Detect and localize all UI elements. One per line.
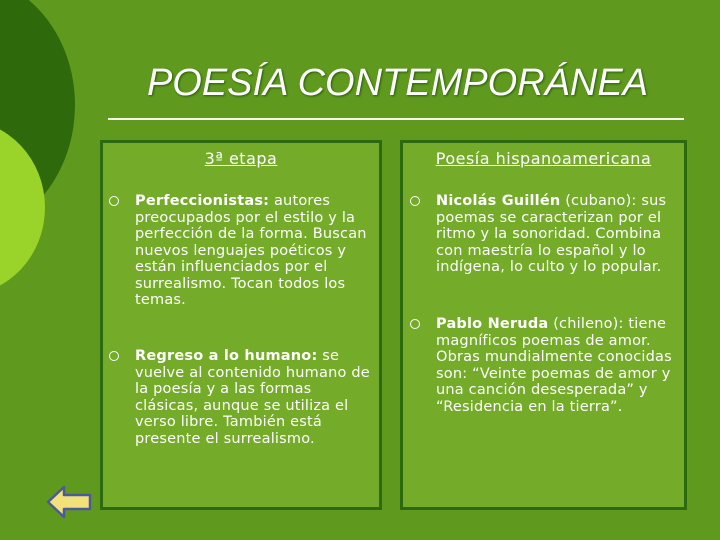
- bullet-icon: [410, 196, 420, 206]
- item-term: Nicolás Guillén: [436, 193, 561, 209]
- title-divider: [108, 118, 684, 120]
- bullet-icon: [109, 351, 119, 361]
- list-item: [436, 316, 680, 415]
- list-item: [135, 348, 379, 447]
- right-column-heading: Poesía hispanoamericana: [435, 149, 652, 168]
- item-term: Perfeccionistas:: [135, 193, 270, 209]
- bullet-icon: [410, 319, 420, 329]
- item-text: autores preocupados por el estilo y la perfección de la forma. Buscan nuevos lenguajes poéticos y están influenciados por el surrealismo. Tocan todos los temas.: [135, 193, 367, 308]
- list-item: [436, 193, 676, 276]
- slide-title: POESÍA CONTEMPORÁNEA: [146, 62, 649, 104]
- bullet-icon: [109, 196, 119, 206]
- item-term: Regreso a lo humano:: [135, 348, 318, 364]
- left-column-panel: [100, 140, 382, 510]
- item-text: (cubano): sus poemas se caracterizan por el ritmo y la sonoridad. Combina con maestría lo español y lo indígena, lo culto y lo popular.: [436, 193, 667, 275]
- item-term: Pablo Neruda: [436, 316, 549, 332]
- list-item: [135, 193, 375, 309]
- item-text: se vuelve al contenido humano de la poesía y a las formas clásicas, aunque se utiliza el verso libre. También está presente el surrealismo.: [135, 348, 370, 447]
- right-column-panel: [400, 140, 687, 510]
- back-arrow-icon[interactable]: [46, 484, 92, 520]
- left-column-heading: 3ª etapa: [204, 149, 278, 168]
- item-text: (chileno): tiene magníficos poemas de amor. Obras mundialmente conocidas son: “Veinte poemas de amor y una canción desesperada” y “Residencia en la tierra”.: [436, 316, 672, 415]
